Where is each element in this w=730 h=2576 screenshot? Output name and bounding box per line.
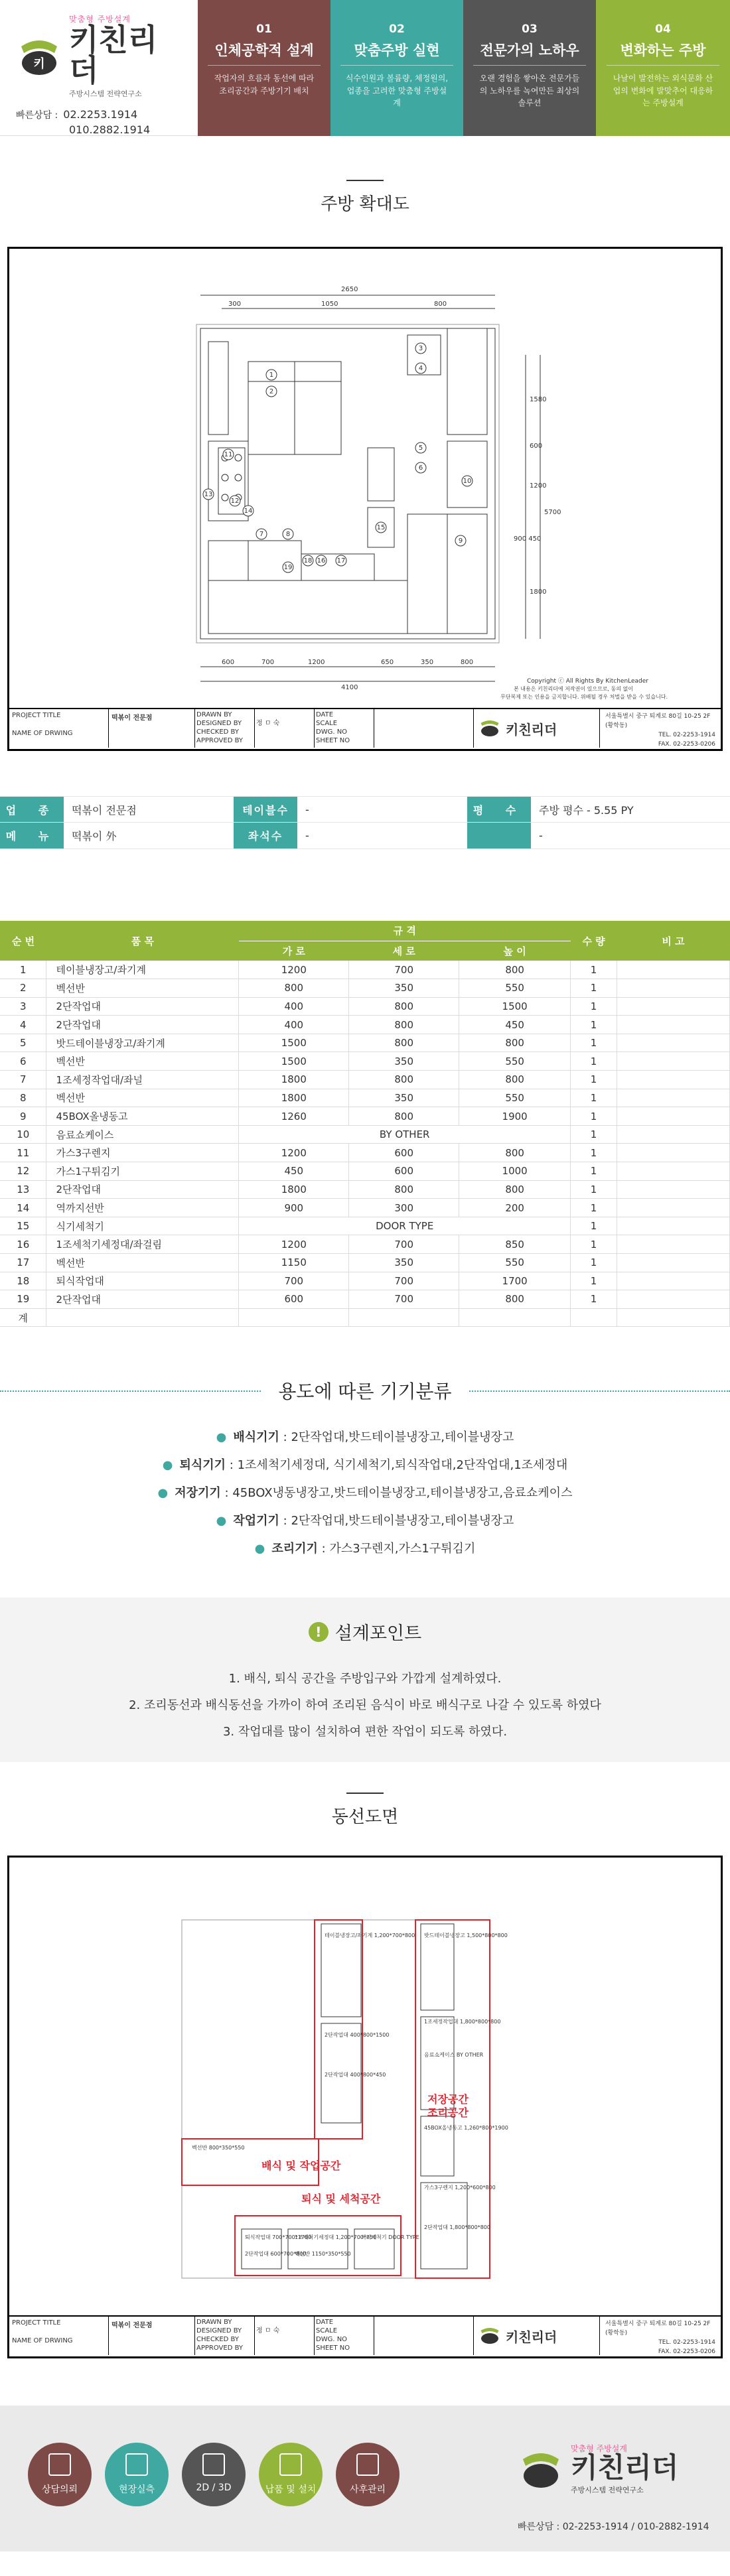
table-cell: 1200 — [239, 1144, 349, 1162]
table-cell: 벡선반 — [46, 1254, 239, 1272]
wrench-icon — [356, 2453, 379, 2476]
table-cell: 17 — [0, 1254, 46, 1272]
table-cell: 1800 — [239, 1089, 349, 1107]
dim-top-1: 300 — [228, 301, 242, 308]
table-cell — [617, 1199, 730, 1217]
table-row — [0, 1107, 730, 1126]
ruler-icon — [125, 2453, 148, 2476]
table-cell — [617, 1308, 730, 1327]
floorplan-svg — [9, 249, 721, 708]
dim-bottom-0: 600 — [222, 659, 235, 666]
table-cell: 45BOX올냉동고 — [46, 1107, 239, 1126]
table-cell: 1800 — [239, 1180, 349, 1199]
dim-bottom-5: 800 — [461, 659, 474, 666]
table-cell: 1 — [571, 1199, 617, 1217]
zone-washing: 퇴식 및 세척공간 — [301, 2193, 381, 2206]
table-cell: 800 — [349, 1180, 459, 1199]
table-row — [0, 1034, 730, 1052]
equipment-label: 1조세척기세정대 1,200*700*850 — [295, 2234, 377, 2241]
cube-icon — [202, 2453, 225, 2476]
table-cell: 1260 — [239, 1107, 349, 1126]
table-cell: 400 — [239, 1016, 349, 1034]
table-cell: 벡선반 — [46, 979, 239, 998]
document-icon — [48, 2453, 71, 2476]
table-cell: 2단작업대 — [46, 997, 239, 1016]
table-cell: 600 — [349, 1162, 459, 1181]
design-button[interactable]: 2D / 3D — [182, 2443, 246, 2506]
table-cell: 계 — [0, 1308, 46, 1327]
table-cell: DOOR TYPE — [239, 1217, 571, 1235]
table-row — [0, 1089, 730, 1107]
dim-right-0: 1580 — [530, 396, 547, 403]
measure-button[interactable]: 현장실측 — [105, 2443, 169, 2506]
table-cell: 800 — [349, 1107, 459, 1126]
table-cell: 4 — [0, 1016, 46, 1034]
footer-phone[interactable]: 빠른상담 : 02-2253-1914 / 010-2882-1914 — [518, 2522, 709, 2533]
phone-label: 빠른상담 : — [16, 110, 58, 121]
table-cell: 가스3구렌지 — [46, 1144, 239, 1162]
table-cell: BY OTHER — [239, 1125, 571, 1144]
item-number: 10 — [463, 478, 472, 485]
dim-right-2: 1200 — [530, 482, 547, 490]
zone-cooking: 조리공간 — [427, 2106, 469, 2120]
logo-mark-icon — [16, 33, 62, 80]
phone-block — [16, 108, 182, 136]
table-cell: 14 — [0, 1199, 46, 1217]
table-cell: 8 — [0, 1089, 46, 1107]
table-cell: 7 — [0, 1071, 46, 1089]
table-cell: 1900 — [459, 1107, 571, 1126]
table-cell: 1800 — [239, 1071, 349, 1089]
logo-mark-icon — [478, 2326, 502, 2346]
footer-logo[interactable]: 맞춤형 주방설계 키친리더 주방시스템 전략연구소 — [518, 2443, 678, 2495]
equipment-label: 벡선반 800*350*550 — [192, 2145, 245, 2151]
logo-mark-icon — [518, 2446, 564, 2492]
floorplan-drawing — [7, 247, 723, 751]
table-cell: 1 — [571, 1107, 617, 1126]
item-number: 11 — [224, 451, 233, 458]
table-cell — [617, 1144, 730, 1162]
feature-03: 03 전문가의 노하우 오랜 경험을 쌓아온 전문가들의 노하우를 녹여만든 최상의 솔루션 — [463, 0, 596, 136]
logo-name: 키친리더 — [69, 22, 158, 88]
table-cell: 800 — [349, 997, 459, 1016]
table-cell: 350 — [349, 979, 459, 998]
table-cell: 1 — [571, 1125, 617, 1144]
table-cell — [617, 1089, 730, 1107]
table-row — [0, 1199, 730, 1217]
design-points: ! 설계포인트 1. 배식, 퇴식 공간을 주방입구와 가깝게 설계하였다. 2. 조리동선과 배식동선을 가까이 하여 조리된 음식이 바로 배식구로 나갈 수 있도록 하였다 3. 작업대를 많이 설치하여 편한 작업이 되도록 하였다. — [0, 1597, 730, 1762]
table-cell: 800 — [459, 1034, 571, 1052]
table-cell: 1500 — [459, 997, 571, 1016]
table-cell: 16 — [0, 1235, 46, 1254]
feature-01: 01 인체공학적 설계 작업자의 흐름과 동선에 따라 조리공간과 주방기기 배치 — [198, 0, 330, 136]
item-number: 1 — [269, 372, 274, 379]
table-row — [0, 1217, 730, 1235]
copyright-2: 본 내용은 키친리더에 저작권이 있으므로, 동의 없이 — [514, 686, 634, 692]
table-cell: 200 — [459, 1199, 571, 1217]
dim-bottom-3: 650 — [381, 659, 394, 666]
table-cell: 350 — [349, 1254, 459, 1272]
table-cell: 1500 — [239, 1052, 349, 1071]
item-number: 16 — [317, 557, 326, 565]
classification-title: 용도에 따른 기기분류 — [0, 1377, 730, 1404]
table-cell: 1700 — [459, 1272, 571, 1290]
table-cell: 300 — [349, 1199, 459, 1217]
table-cell: 1000 — [459, 1162, 571, 1181]
table-cell: 1150 — [239, 1254, 349, 1272]
table-cell — [617, 1235, 730, 1254]
table-cell: 800 — [459, 1071, 571, 1089]
table-cell: 550 — [459, 1089, 571, 1107]
floorplan-area — [9, 249, 721, 708]
table-cell: 350 — [349, 1089, 459, 1107]
table-cell — [617, 1254, 730, 1272]
table-row — [0, 1016, 730, 1034]
flow-svg — [9, 1858, 721, 2315]
dim-right-5: 1800 — [530, 588, 547, 596]
table-cell: 550 — [459, 1052, 571, 1071]
dim-right-1: 600 — [530, 442, 543, 450]
item-number: 8 — [285, 531, 291, 538]
table-cell: 450 — [239, 1162, 349, 1181]
item-number: 6 — [418, 464, 423, 472]
table-row — [0, 1071, 730, 1089]
list-item: ● 작업기기 : 2단작업대,밧드테이블냉장고,테이블냉장고 — [216, 1514, 514, 1528]
item-number: 4 — [418, 365, 423, 372]
table-cell: 12 — [0, 1162, 46, 1181]
equipment-label: 2단작업대 400*800*450 — [325, 2072, 386, 2078]
table-row — [0, 979, 730, 998]
table-row — [0, 1235, 730, 1254]
table-cell: 700 — [239, 1272, 349, 1290]
dim-bottom-4: 350 — [421, 659, 434, 666]
table-cell: 퇴식작업대 — [46, 1272, 239, 1290]
table-cell: 1 — [571, 1162, 617, 1181]
table-cell: 700 — [349, 1235, 459, 1254]
equipment-label: 가스3구렌지 1,200*600*800 — [424, 2185, 496, 2191]
table-cell: 1 — [571, 997, 617, 1016]
aftercare-button[interactable]: 사후관리 — [336, 2443, 400, 2506]
table-cell: 1 — [571, 1235, 617, 1254]
table-row — [0, 1272, 730, 1290]
table-cell — [617, 1180, 730, 1199]
table-cell: 밧드테이블냉장고/좌기계 — [46, 1034, 239, 1052]
table-cell: 850 — [459, 1235, 571, 1254]
table-cell: 1500 — [239, 1034, 349, 1052]
table-row — [0, 997, 730, 1016]
table-cell: 11 — [0, 1144, 46, 1162]
equipment-label: 벡선반 1150*350*550 — [295, 2251, 351, 2258]
table-cell: 1200 — [239, 961, 349, 979]
equipment-label: 45BOX올냉동고 1,260*800*1900 — [424, 2125, 508, 2132]
dim-bottom-1: 700 — [261, 659, 275, 666]
item-number: 18 — [303, 557, 313, 565]
table-cell: 2단작업대 — [46, 1016, 239, 1034]
flow-drawing — [7, 1856, 723, 2358]
list-item: ● 조리기기 : 가스3구렌지,가스1구튀김기 — [254, 1542, 476, 1556]
table-cell — [46, 1308, 239, 1327]
title-block-2: PROJECT TITLE NAME OF DRWING 떡볶이 전문점 DRAWN BY DESIGNED BY CHECKED BY APPROVED BY 정 ㅁ 숙 DATE SCALE DWG. NO SHEET NO 키친리더 서울특별시 중구 퇴계로 80길 10-25 2F (황학동) TEL. 02-2253-1914 FAX. 02-2253-0206 — [9, 2315, 721, 2355]
table-cell: 19 — [0, 1290, 46, 1309]
table-cell: 550 — [459, 1254, 571, 1272]
title-block: PROJECT TITLE NAME OF DRWING 떡볶이 전문점 DRAWN BY DESIGNED BY CHECKED BY APPROVED BY 정 ㅁ 숙 DATE SCALE DWG. NO SHEET NO 키친리더 서울특별시 중구 퇴계로 80길 10-25 2F (황학동) TEL. 02-2253-1914 FAX. 02-2253-0206 — [9, 708, 721, 748]
table-row — [0, 1052, 730, 1071]
item-number: 7 — [259, 531, 264, 538]
table-cell — [349, 1308, 459, 1327]
item-number: 3 — [418, 345, 423, 352]
table-cell: 1조세정작업대/좌널 — [46, 1071, 239, 1089]
table-row — [0, 961, 730, 979]
table-cell: 1 — [0, 961, 46, 979]
dim-top-3: 800 — [434, 301, 447, 308]
table-cell: 벡선반 — [46, 1052, 239, 1071]
table-cell — [617, 961, 730, 979]
table-cell: 1 — [571, 979, 617, 998]
table-cell: 800 — [349, 1034, 459, 1052]
logo-mark-icon — [478, 718, 502, 738]
table-cell: 800 — [459, 961, 571, 979]
table-cell — [459, 1308, 571, 1327]
item-number: 19 — [283, 564, 293, 571]
table-cell: 9 — [0, 1107, 46, 1126]
table-cell — [617, 979, 730, 998]
table-cell: 15 — [0, 1217, 46, 1235]
table-cell — [617, 1071, 730, 1089]
table-cell: 700 — [349, 961, 459, 979]
table-cell: 2 — [0, 979, 46, 998]
dim-right-3: 5700 — [544, 509, 561, 516]
feature-04: 04 변화하는 주방 나날이 발전하는 외식문화 산업의 변화에 발맞추어 대응하는 주방설계 — [596, 0, 730, 136]
install-button[interactable]: 납품 및 설치 — [259, 2443, 323, 2506]
table-cell: 800 — [349, 1071, 459, 1089]
table-cell — [617, 1272, 730, 1290]
table-cell: 벡선반 — [46, 1089, 239, 1107]
item-number: 12 — [230, 498, 240, 505]
equipment-label: 1조세정작업대 1,800*800*800 — [424, 2019, 501, 2025]
table-row — [0, 1162, 730, 1181]
table-cell: 1 — [571, 1180, 617, 1199]
svg-text:키: 키 — [33, 56, 45, 71]
table-cell — [617, 1107, 730, 1126]
item-number: 14 — [244, 508, 253, 515]
dim-right-4: 900 450 — [514, 535, 542, 543]
table-cell: 1 — [571, 1034, 617, 1052]
table-cell — [239, 1308, 349, 1327]
phone-2[interactable]: 010.2882.1914 — [69, 123, 151, 136]
table-cell: 450 — [459, 1016, 571, 1034]
table-cell: 2단작업대 — [46, 1180, 239, 1199]
truck-icon — [279, 2453, 302, 2476]
table-cell — [617, 1052, 730, 1071]
table-cell — [617, 1125, 730, 1144]
table-cell — [617, 1290, 730, 1309]
list-item: ● 배식기기 : 2단작업대,밧드테이블냉장고,테이블냉장고 — [216, 1430, 514, 1445]
equipment-label: 퇴식작업대 700*700*1700 — [245, 2234, 312, 2241]
table-cell: 600 — [239, 1290, 349, 1309]
copyright-3: 무단복제 또는 인용을 금지합니다. 위배될 경우 처벌을 받을 수 있습니다. — [500, 694, 668, 700]
brand-block — [0, 0, 198, 136]
consult-button[interactable]: 상담의뢰 — [28, 2443, 92, 2506]
dim-total: 4100 — [341, 684, 358, 691]
table-cell: 13 — [0, 1180, 46, 1199]
table-cell — [617, 1217, 730, 1235]
table-cell: 1 — [571, 1089, 617, 1107]
table-cell: 800 — [459, 1290, 571, 1309]
table-cell — [617, 1034, 730, 1052]
table-cell: 800 — [239, 979, 349, 998]
table-cell: 700 — [349, 1272, 459, 1290]
table-row — [0, 1308, 730, 1327]
table-cell: 음료쇼케이스 — [46, 1125, 239, 1144]
logo-tagline: 맞춤형 주방설계 — [69, 15, 131, 24]
table-cell: 1 — [571, 1016, 617, 1034]
table-cell: 1 — [571, 1217, 617, 1235]
logo-subtitle: 주방시스템 전략연구소 — [69, 90, 142, 98]
equipment-label: 음료쇼케이스 BY OTHER — [424, 2052, 484, 2059]
phone-1[interactable]: 02.2253.1914 — [63, 108, 138, 121]
table-cell: 1 — [571, 1254, 617, 1272]
store-info: 업 종 떡볶이 전문점 테이블수 - 평 수 주방 평수 - 5.55 PY 메 뉴 떡볶이 外 좌석수 - - — [0, 796, 730, 849]
footer — [0, 2406, 730, 2551]
equipment-label: 2단작업대 1,800*800*800 — [424, 2224, 490, 2231]
table-cell: 1 — [571, 1071, 617, 1089]
table-cell: 18 — [0, 1272, 46, 1290]
dim-top-0: 2650 — [341, 286, 358, 293]
table-row — [0, 1180, 730, 1199]
table-cell: 6 — [0, 1052, 46, 1071]
table-cell: 800 — [459, 1180, 571, 1199]
item-number: 5 — [418, 444, 423, 452]
table-cell: 3 — [0, 997, 46, 1016]
item-number: 13 — [204, 491, 213, 498]
exclamation-icon: ! — [309, 1622, 328, 1642]
table-cell — [617, 1162, 730, 1181]
item-number: 9 — [458, 537, 463, 545]
table-row — [0, 1254, 730, 1272]
table-cell: 1조세척기세정대/좌걸림 — [46, 1235, 239, 1254]
copyright: Copyright ⓒ All Rights By KitchenLeader — [527, 678, 649, 685]
equipment-label: 테이블냉장고/좌기계 1,200*700*800 — [325, 1932, 415, 1939]
table-row — [0, 1290, 730, 1309]
table-row — [0, 1125, 730, 1144]
table-cell — [571, 1308, 617, 1327]
table-cell: 1200 — [239, 1235, 349, 1254]
table-cell: 테이블냉장고/좌기계 — [46, 961, 239, 979]
table-cell: 350 — [349, 1052, 459, 1071]
table-cell — [617, 1016, 730, 1034]
equipment-table: 순 번 품 목 규 격 수 량 비 고 가 로 세 로 높 이 1 테이블냉장고/좌기계 1200 700 800 1 2 벡선반 800 350 550 1 3 2단작업대 400 800 1500 1 4 2단작업대 400 800 450 1 5 밧드테이블냉장고/좌기계 1500 800 800 1 6 벡선반 1500 350 550 1 7 1조세정작업대/좌널 1800 800 800 1 8 벡선반 1800 350 550 1 9 45BOX올냉동고 1260 800 1900 1 10 음료쇼케이스 BY OTHER 1 11 가스3구렌지 1200 600 800 1 12 가스1구튀김기 450 600 1000 1 13 2단작업대 1800 800 800 1 14 역까지선반 900 300 200 1 15 식기세척기 DOOR TYPE 1 16 1조세척기세정대/좌걸림 1200 700 850 1 17 벡선반 1150 350 550 1 18 퇴식작업대 700 700 1700 1 19 2단작업대 600 700 800 1 계 — [0, 921, 730, 1327]
table-cell: 900 — [239, 1199, 349, 1217]
table-cell: 700 — [349, 1290, 459, 1309]
table-cell: 1 — [571, 961, 617, 979]
table-cell: 800 — [349, 1016, 459, 1034]
table-cell: 550 — [459, 979, 571, 998]
table-cell: 10 — [0, 1125, 46, 1144]
table-cell: 1 — [571, 1144, 617, 1162]
dim-bottom-2: 1200 — [308, 659, 325, 666]
equipment-label: 2단작업대 400*800*1500 — [325, 2032, 390, 2039]
list-item: ● 퇴식기기 : 1조세척기세정대, 식기세척기,퇴식작업대,2단작업대,1조세정대 — [162, 1458, 568, 1473]
section-title-floorplan: 주방 확대도 — [0, 180, 730, 215]
table-cell: 1 — [571, 1272, 617, 1290]
item-number: 15 — [376, 524, 386, 531]
header — [0, 0, 730, 136]
dim-top-2: 1050 — [321, 301, 338, 308]
table-cell — [617, 997, 730, 1016]
item-number: 2 — [269, 388, 274, 395]
equipment-label: 밧드테이블냉장고 1,500*800*800 — [424, 1932, 508, 1939]
table-cell: 식기세척기 — [46, 1217, 239, 1235]
equipment-label: 식기세척기 DOOR TYPE — [361, 2234, 419, 2241]
zone-serving: 배식 및 작업공간 — [261, 2159, 341, 2173]
table-cell: 가스1구튀김기 — [46, 1162, 239, 1181]
item-number: 17 — [336, 557, 346, 565]
table-cell: 800 — [459, 1144, 571, 1162]
title-block-logo: 키친리더 — [474, 709, 600, 748]
table-cell: 400 — [239, 997, 349, 1016]
table-cell: 1 — [571, 1290, 617, 1309]
table-cell: 5 — [0, 1034, 46, 1052]
equipment-label: 2단작업대 600*700*800 — [245, 2251, 307, 2258]
list-item: ● 저장기기 : 45BOX냉동냉장고,밧드테이블냉장고,테이블냉장고,음료쇼케이스 — [157, 1486, 573, 1501]
feature-02: 02 맞춤주방 실현 식수인원과 볼륨량, 체정원의, 업종을 고려한 맞춤형 주방설계 — [330, 0, 463, 136]
table-cell: 1 — [571, 1052, 617, 1071]
table-cell: 2단작업대 — [46, 1290, 239, 1309]
classification-list — [0, 1424, 730, 1563]
table-cell: 600 — [349, 1144, 459, 1162]
zone-storage: 저장공간 — [427, 2093, 469, 2106]
section-title-flow: 동선도면 — [0, 1793, 730, 1828]
logo[interactable] — [16, 13, 182, 99]
table-cell: 역까지선반 — [46, 1199, 239, 1217]
table-row — [0, 1144, 730, 1162]
